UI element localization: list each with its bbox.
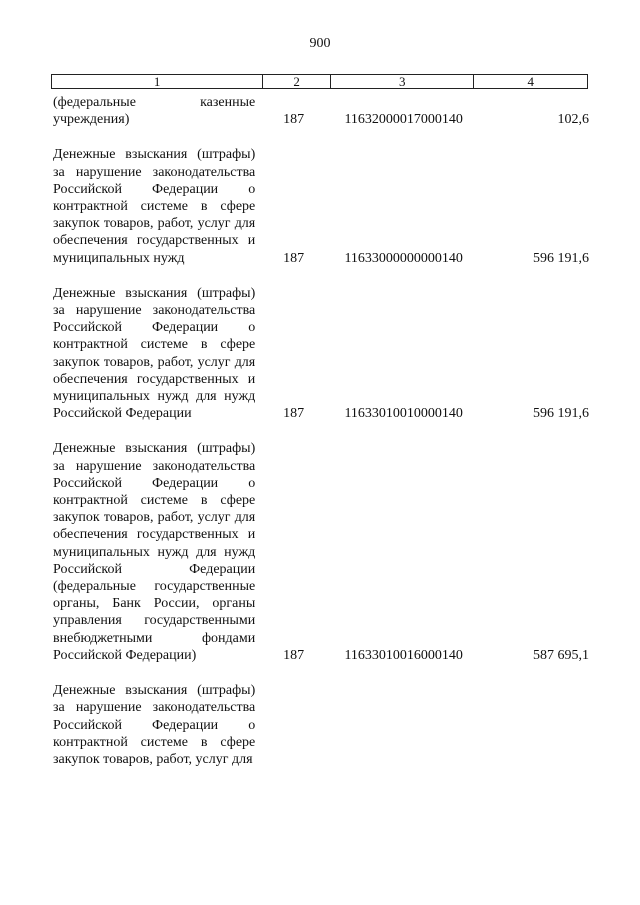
table-row — [51, 94, 591, 128]
row-admin-code: 187 — [283, 406, 305, 422]
row-admin-code: 187 — [283, 647, 305, 663]
row-revenue-code: 11632000017000140 — [344, 112, 463, 128]
row-revenue-code: 11633000000000140 — [344, 250, 463, 266]
table-row — [51, 440, 591, 664]
row-gap — [51, 664, 591, 682]
row-description: Денежные взыскания (штрафы) за нарушение законодательства Российской Федерации о контрактной системе в сфере закупок товаров, работ, услуг для обеспечения государственных и муниципальных нужд для нужд Российской Федерации (федеральные государственные органы, Банк России, органы управления государственными внебюджетными фондами Российской Федерации) — [53, 441, 256, 663]
row-admin-code: 187 — [283, 112, 305, 128]
table-body — [51, 94, 591, 768]
row-revenue-code: 11633010010000140 — [344, 406, 463, 422]
table-row — [51, 682, 591, 768]
table-row — [51, 285, 591, 423]
row-description: (федеральные казенные учреждения) — [53, 95, 256, 128]
row-amount: 587 695,1 — [533, 647, 590, 663]
row-gap — [51, 267, 591, 285]
table-header — [51, 74, 588, 89]
column-header-1: 1 — [52, 75, 263, 88]
page-number: 900 — [309, 36, 331, 51]
row-description: Денежные взыскания (штрафы) за нарушение законодательства Российской Федерации о контрактной системе в сфере закупок товаров, работ, услуг для обеспечения государственных и муниципальных нужд — [53, 147, 256, 266]
column-header-3: 3 — [331, 75, 474, 88]
row-amount: 596 191,6 — [533, 406, 590, 422]
column-header-4: 4 — [527, 74, 534, 89]
column-header-2: 2 — [263, 75, 331, 88]
row-revenue-code: 11633010016000140 — [344, 647, 463, 663]
row-description: Денежные взыскания (штрафы) за нарушение законодательства Российской Федерации о контрактной системе в сфере закупок товаров, работ, услуг для обеспечения государственных и муниципальных нужд для нужд Российской Федерации — [53, 285, 256, 422]
row-amount: 102,6 — [557, 112, 590, 128]
table-row — [51, 146, 591, 266]
row-amount: 596 191,6 — [533, 250, 590, 266]
row-description: Денежные взыскания (штрафы) за нарушение законодательства Российской Федерации о контрактной системе в сфере закупок товаров, работ, услуг для — [53, 683, 256, 767]
row-gap — [51, 422, 591, 440]
row-admin-code: 187 — [283, 250, 305, 266]
row-gap — [51, 128, 591, 146]
